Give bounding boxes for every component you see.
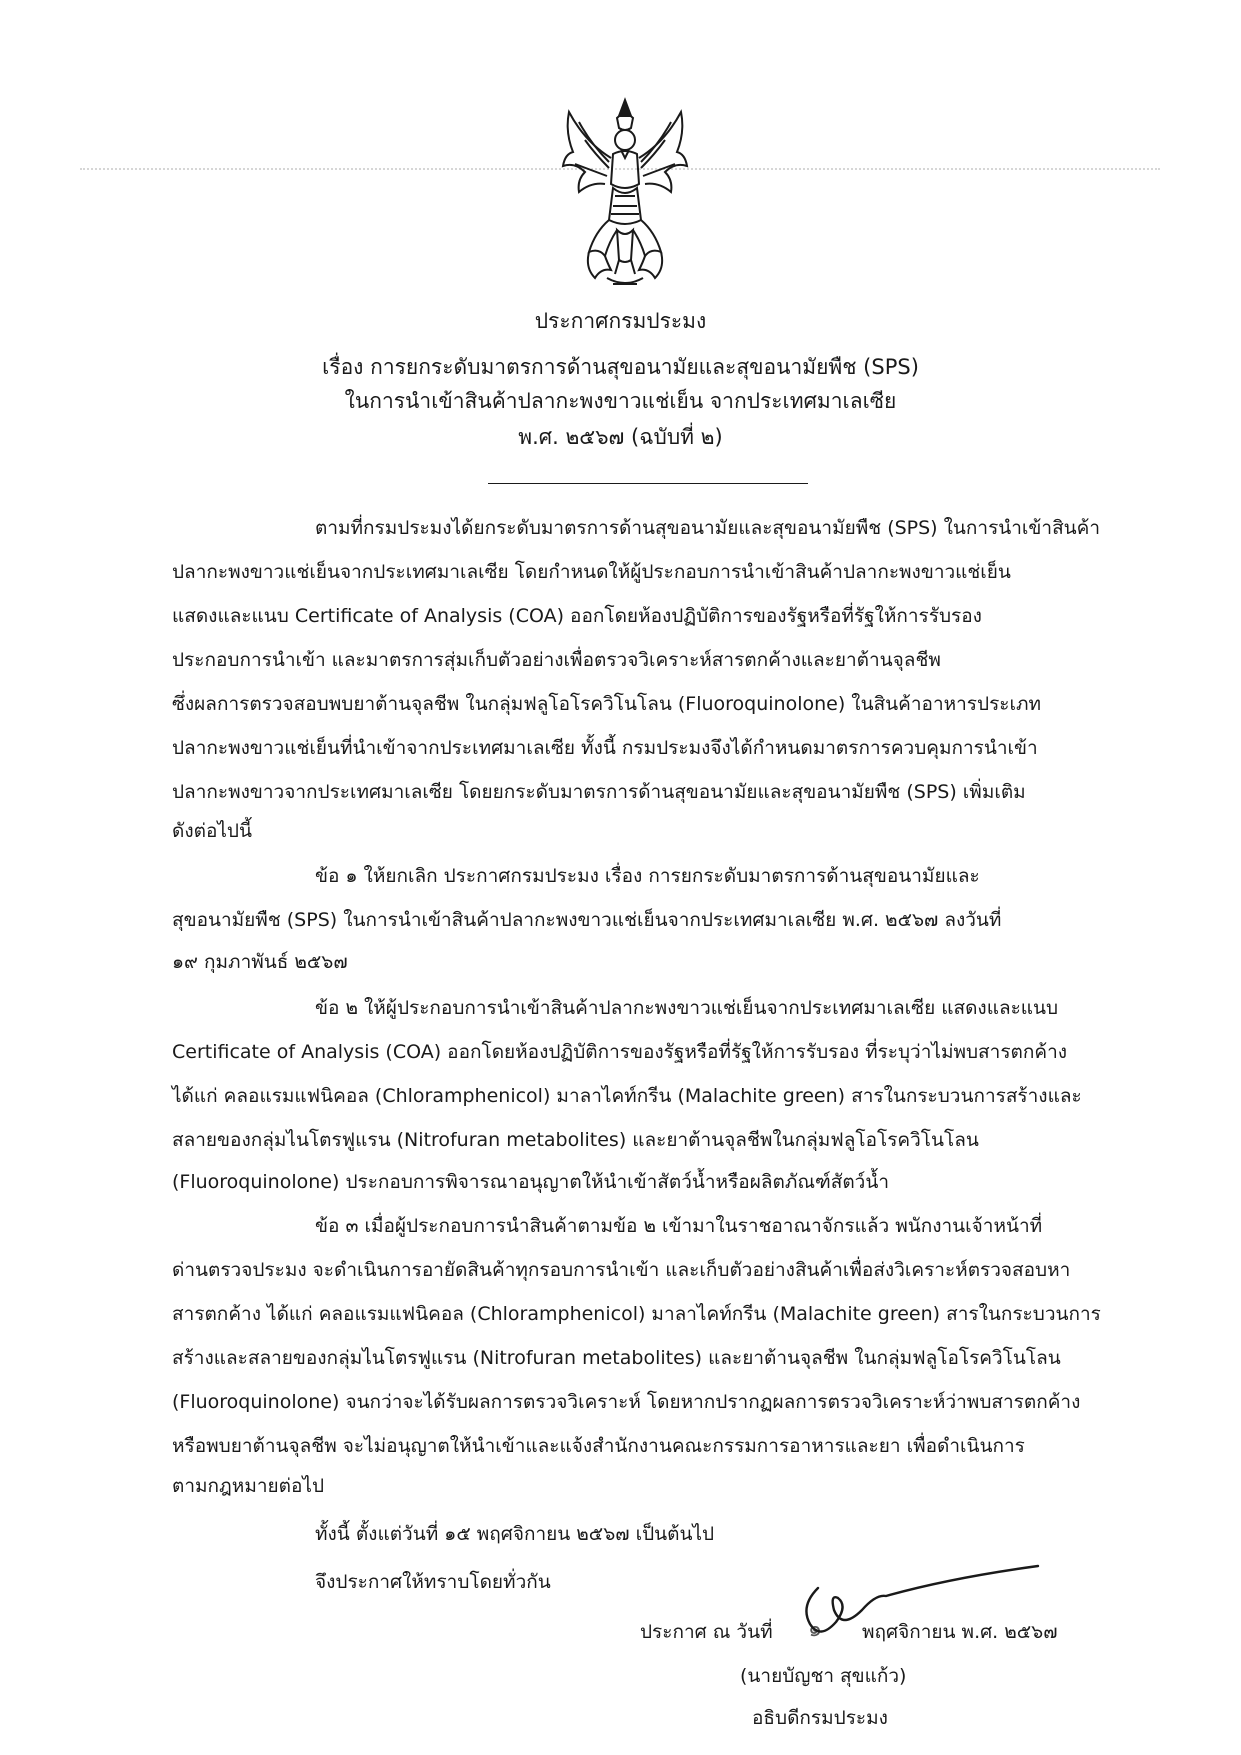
signature-icon — [790, 1548, 1050, 1643]
clause-3-line: ด่านตรวจประมง จะดำเนินการอายัดสินค้าทุกรอบการนำเข้า และเก็บตัวอย่างสินค้าเพื่อส่งวิเคราะห์ตรวจสอบหา — [172, 1259, 1071, 1281]
clause-2-line: ข้อ ๒ ให้ผู้ประกอบการนำเข้าสินค้าปลากะพงขาวแช่เย็นจากประเทศมาเลเซีย แสดงและแนบ — [315, 997, 1059, 1019]
body-line: ปลากะพงขาวแช่เย็นที่นำเข้าจากประเทศมาเลเซีย ทั้งนี้ กรมประมงจึงได้กำหนดมาตรการควบคุมการนำเข้า — [172, 737, 1038, 759]
body-line: ประกอบการนำเข้า และมาตรการสุ่มเก็บตัวอย่างเพื่อตรวจวิเคราะห์สารตกค้างและยาต้านจุลชีพ — [172, 649, 941, 671]
announce-date-prefix: ประกาศ ณ วันที่ — [640, 1621, 773, 1643]
body-line: ปลากะพงขาวจากประเทศมาเลเซีย โดยยกระดับมาตรการด้านสุขอนามัยและสุขอนามัยพืช (SPS) เพิ่มเติม — [172, 781, 1026, 803]
agency-title: ประกาศกรมประมง — [534, 309, 707, 333]
clause-2-line: สลายของกลุ่มไนโตรฟูแรน (Nitrofuran metabolites) และยาต้านจุลชีพในกลุ่มฟลูโอโรควิโนโลน — [172, 1129, 979, 1151]
signer-name: (นายบัญชา สุขแก้ว) — [740, 1665, 907, 1687]
clause-2-line: (Fluoroquinolone) ประกอบการพิจารณาอนุญาตให้นำเข้าสัตว์น้ำหรือผลิตภัณฑ์สัตว์น้ำ — [172, 1171, 889, 1193]
body-line: ปลากะพงขาวแช่เย็นจากประเทศมาเลเซีย โดยกำหนดให้ผู้ประกอบการนำเข้าสินค้าปลากะพงขาวแช่เย็น — [172, 561, 1011, 583]
body-line: ดังต่อไปนี้ — [172, 820, 252, 842]
signer-title: อธิบดีกรมประมง — [752, 1707, 888, 1729]
announce-day-handwritten: ๑ — [806, 1616, 824, 1643]
clause-3-line: ข้อ ๓ เมื่อผู้ประกอบการนำสินค้าตามข้อ ๒ เข้ามาในราชอาณาจักรแล้ว พนักงานเจ้าหน้าที่ — [315, 1215, 1043, 1237]
clause-3-line: หรือพบยาต้านจุลชีพ จะไม่อนุญาตให้นำเข้าและแจ้งสำนักงานคณะกรรมการอาหารและยา เพื่อดำเนินการ — [172, 1435, 1025, 1457]
clause-3-line: สารตกค้าง ได้แก่ คลอแรมแฟนิคอล (Chloramphenicol) มาลาไคท์กรีน (Malachite green) สารในกระบวนการ — [172, 1303, 1101, 1325]
body-line: ซึ่งผลการตรวจสอบพบยาต้านจุลชีพ ในกลุ่มฟลูโอโรควิโนโลน (Fluoroquinolone) ในสินค้าอาหารประเภท — [172, 693, 1042, 715]
body-line: แสดงและแนบ Certificate of Analysis (COA) ออกโดยห้องปฏิบัติการของรัฐหรือที่รัฐให้การรับรอง — [172, 605, 982, 627]
proclamation-line: จึงประกาศให้ทราบโดยทั่วกัน — [315, 1571, 551, 1593]
announcement-subject-cont: ในการนำเข้าสินค้าปลากะพงขาวแช่เย็น จากประเทศมาเลเซีย — [344, 389, 897, 413]
announcement-year-issue: พ.ศ. ๒๕๖๗ (ฉบับที่ ๒) — [518, 425, 723, 449]
clause-3-line: ตามกฎหมายต่อไป — [172, 1475, 325, 1497]
clause-3-line: สร้างและสลายของกลุ่มไนโตรฟูแรน (Nitrofuran metabolites) และยาต้านจุลชีพ ในกลุ่มฟลูโอโรควิโนโลน — [172, 1347, 1061, 1369]
header-divider — [488, 483, 808, 484]
effective-date-line: ทั้งนี้ ตั้งแต่วันที่ ๑๕ พฤศจิกายน ๒๕๖๗ เป็นต้นไป — [315, 1523, 715, 1545]
clause-2-line: Certificate of Analysis (COA) ออกโดยห้องปฏิบัติการของรัฐหรือที่รัฐให้การรับรอง ที่ระบุว่าไม่พบสารตกค้าง — [172, 1041, 1068, 1063]
garuda-emblem-icon — [555, 92, 695, 292]
clause-1-line: ข้อ ๑ ให้ยกเลิก ประกาศกรมประมง เรื่อง การยกระดับมาตรการด้านสุขอนามัยและ — [315, 865, 980, 887]
clause-3-line: (Fluoroquinolone) จนกว่าจะได้รับผลการตรวจวิเคราะห์ โดยหากปรากฏผลการตรวจวิเคราะห์ว่าพบสารตกค้าง — [172, 1391, 1081, 1413]
announce-month-year: พฤศจิกายน พ.ศ. ๒๕๖๗ — [862, 1621, 1058, 1643]
clause-1-line: สุขอนามัยพืช (SPS) ในการนำเข้าสินค้าปลากะพงขาวแช่เย็นจากประเทศมาเลเซีย พ.ศ. ๒๕๖๗ ลงวันที่ — [172, 909, 1002, 931]
body-line: ตามที่กรมประมงได้ยกระดับมาตรการด้านสุขอนามัยและสุขอนามัยพืช (SPS) ในการนำเข้าสินค้า — [315, 517, 1101, 539]
clause-2-line: ได้แก่ คลอแรมแฟนิคอล (Chloramphenicol) มาลาไคท์กรีน (Malachite green) สารในกระบวนการสร้างและ — [172, 1085, 1082, 1107]
clause-1-line: ๑๙ กุมภาพันธ์ ๒๕๖๗ — [172, 951, 348, 973]
announcement-subject: เรื่อง การยกระดับมาตรการด้านสุขอนามัยและสุขอนามัยพืช (SPS) — [322, 355, 919, 379]
